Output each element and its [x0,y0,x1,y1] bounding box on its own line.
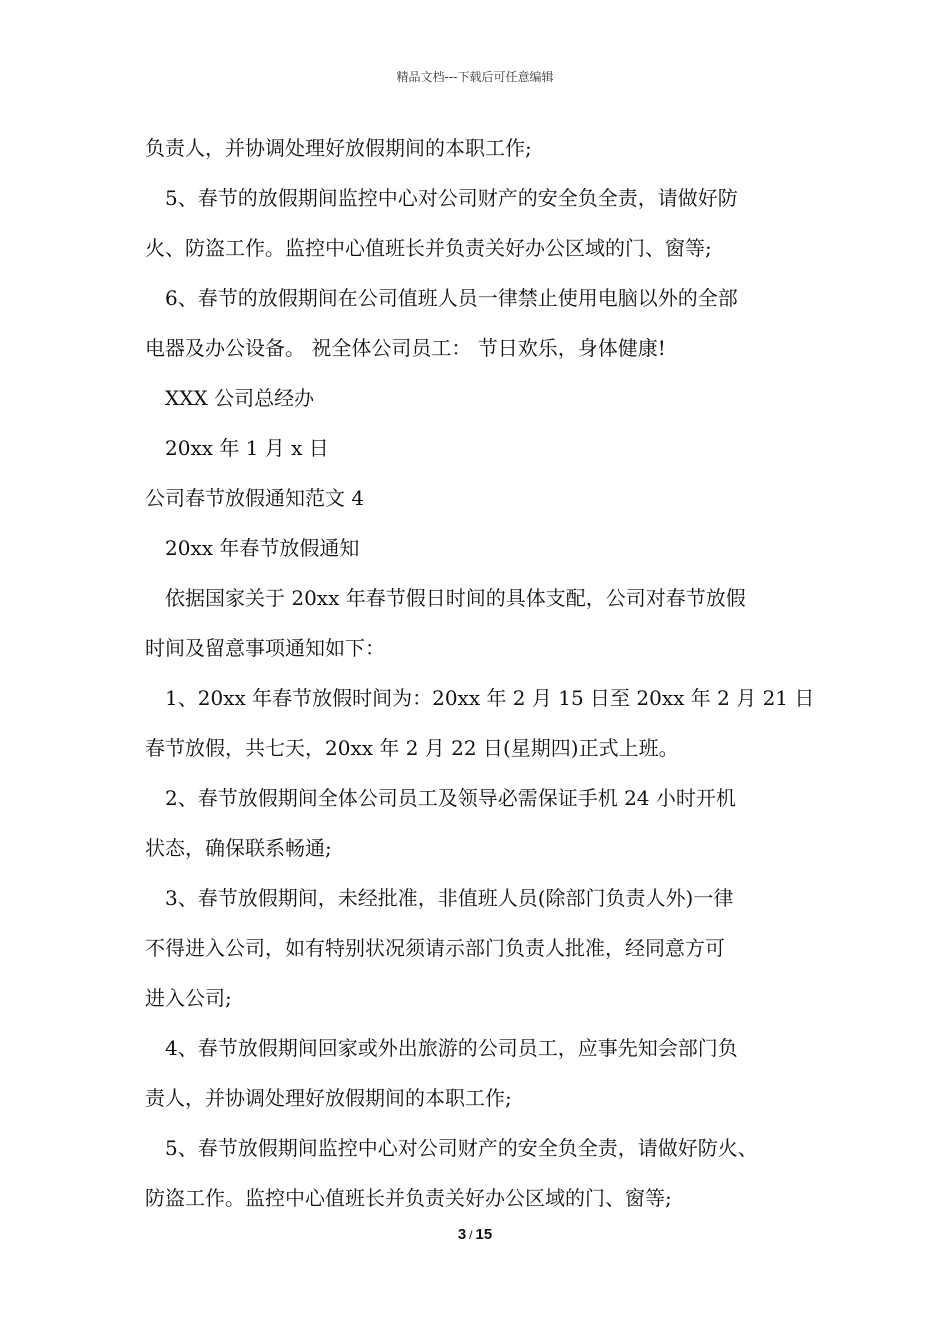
signature-date: 20xx 年 1 月 x 日 [165,436,329,460]
body-line: 进入公司; [145,986,232,1010]
body-line: 防盗工作。监控中心值班长并负责关好办公区域的门、窗等; [145,1186,672,1210]
total-pages: 15 [475,1226,493,1243]
body-line: 依据国家关于 20xx 年春节假日时间的具体支配，公司对春节放假 [165,586,746,610]
body-line: 5、春节的放假期间监控中心对公司财产的安全负全责，请做好防 [165,186,738,210]
page-separator: / [469,1228,473,1242]
body-line: 负责人，并协调处理好放假期间的本职工作; [145,136,532,160]
section-title: 公司春节放假通知范文 4 [145,486,365,510]
body-line: 2、春节放假期间全体公司员工及领导必需保证手机 24 小时开机 [165,786,736,810]
body-line: 电器及办公设备。 祝全体公司员工： 节日欢乐，身体健康! [145,336,666,360]
page-number [0,1226,950,1243]
body-line: 1、20xx 年春节放假时间为：20xx 年 2 月 15 日至 20xx 年 2 月 21 日 [165,686,815,710]
body-line: 3、春节放假期间，未经批准，非值班人员(除部门负责人外)一律 [165,886,734,910]
body-line: 火、防盗工作。监控中心值班长并负责关好办公区域的门、窗等; [145,236,712,260]
page-header: 精品文档---下载后可任意编辑 [396,70,554,84]
notice-title: 20xx 年春节放假通知 [165,536,360,560]
body-line: 状态，确保联系畅通; [145,836,332,860]
current-page: 3 [457,1226,467,1243]
body-line: 时间及留意事项通知如下： [145,636,385,660]
body-line: 5、春节放假期间监控中心对公司财产的安全负全责，请做好防火、 [165,1136,758,1160]
body-line: 不得进入公司，如有特别状况须请示部门负责人批准，经同意方可 [145,936,725,960]
body-line: 4、春节放假期间回家或外出旅游的公司员工，应事先知会部门负 [165,1036,738,1060]
signature-org: XXX 公司总经办 [165,386,315,410]
body-line: 6、春节的放假期间在公司值班人员一律禁止使用电脑以外的全部 [165,286,738,310]
body-line: 春节放假，共七天，20xx 年 2 月 22 日(星期四)正式上班。 [145,736,679,760]
body-line: 责人，并协调处理好放假期间的本职工作; [145,1086,512,1110]
